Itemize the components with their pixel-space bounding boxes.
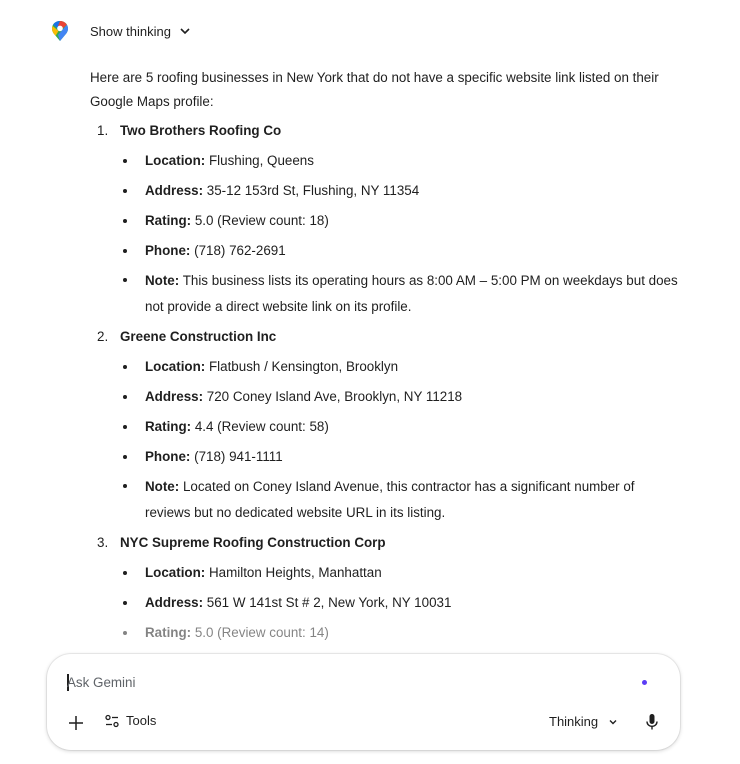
field-address: Address: 561 W 141st St # 2, New York, NY 10031 (145, 588, 680, 618)
business-name: Greene Construction Inc (120, 329, 277, 344)
list-number: 2. (97, 329, 109, 344)
tools-sliders-icon (105, 714, 119, 728)
response-body (90, 66, 680, 648)
bullet (123, 571, 127, 575)
model-label: Thinking (549, 714, 599, 729)
list-number: 3. (97, 535, 109, 550)
bullet (123, 278, 127, 282)
bullet (123, 365, 127, 369)
field-location: Location: Flushing, Queens (145, 146, 680, 176)
tools-button[interactable] (105, 713, 156, 728)
field-location: Location: Hamilton Heights, Manhattan (145, 558, 680, 588)
business-name: NYC Supreme Roofing Construction Corp (120, 535, 386, 550)
status-dot-icon (642, 680, 647, 685)
response-intro: Here are 5 roofing businesses in New York that do not have a specific website link listed on their Google Maps profile: (90, 70, 659, 109)
microphone-icon[interactable] (645, 713, 659, 731)
bullet (123, 601, 127, 605)
bullet (123, 425, 127, 429)
google-maps-pin-icon (50, 20, 70, 42)
business-item (90, 322, 680, 528)
field-rating: Rating: 5.0 (Review count: 14) (145, 618, 680, 648)
list-number: 1. (97, 123, 109, 138)
field-phone: Phone: (718) 762-2691 (145, 236, 680, 266)
chevron-down-icon (608, 717, 618, 727)
field-rating: Rating: 4.4 (Review count: 58) (145, 412, 680, 442)
plus-icon[interactable] (65, 712, 87, 734)
bullet (123, 159, 127, 163)
bullet (123, 395, 127, 399)
field-location: Location: Flatbush / Kensington, Brooklyn (145, 352, 680, 382)
bullet (123, 189, 127, 193)
field-address: Address: 720 Coney Island Ave, Brooklyn, NY 11218 (145, 382, 680, 412)
tools-label: Tools (126, 713, 157, 728)
bullet (123, 484, 127, 488)
bullet (123, 631, 127, 635)
bullet (123, 219, 127, 223)
chevron-down-icon (179, 25, 191, 37)
business-item (90, 528, 680, 648)
field-note: Note: This business lists its operating hours as 8:00 AM – 5:00 PM on weekdays but does not provide a direct website link on its profile. (145, 266, 680, 322)
show-thinking-label: Show thinking (90, 23, 171, 39)
business-name: Two Brothers Roofing Co (120, 123, 282, 138)
business-item (90, 116, 680, 322)
thinking-header (50, 20, 191, 42)
ask-gemini-input[interactable] (67, 671, 627, 693)
bullet (123, 455, 127, 459)
field-phone: Phone: (718) 941-1111 (145, 442, 680, 472)
field-address: Address: 35-12 153rd St, Flushing, NY 11354 (145, 176, 680, 206)
field-rating: Rating: 5.0 (Review count: 18) (145, 206, 680, 236)
field-note: Note: Located on Coney Island Avenue, this contractor has a significant number of reviews but no dedicated website URL in its listing. (145, 472, 680, 528)
bullet (123, 249, 127, 253)
show-thinking-toggle[interactable] (90, 24, 191, 39)
prompt-composer (47, 654, 680, 750)
composer-toolbar (47, 710, 680, 736)
model-selector[interactable] (549, 714, 618, 729)
